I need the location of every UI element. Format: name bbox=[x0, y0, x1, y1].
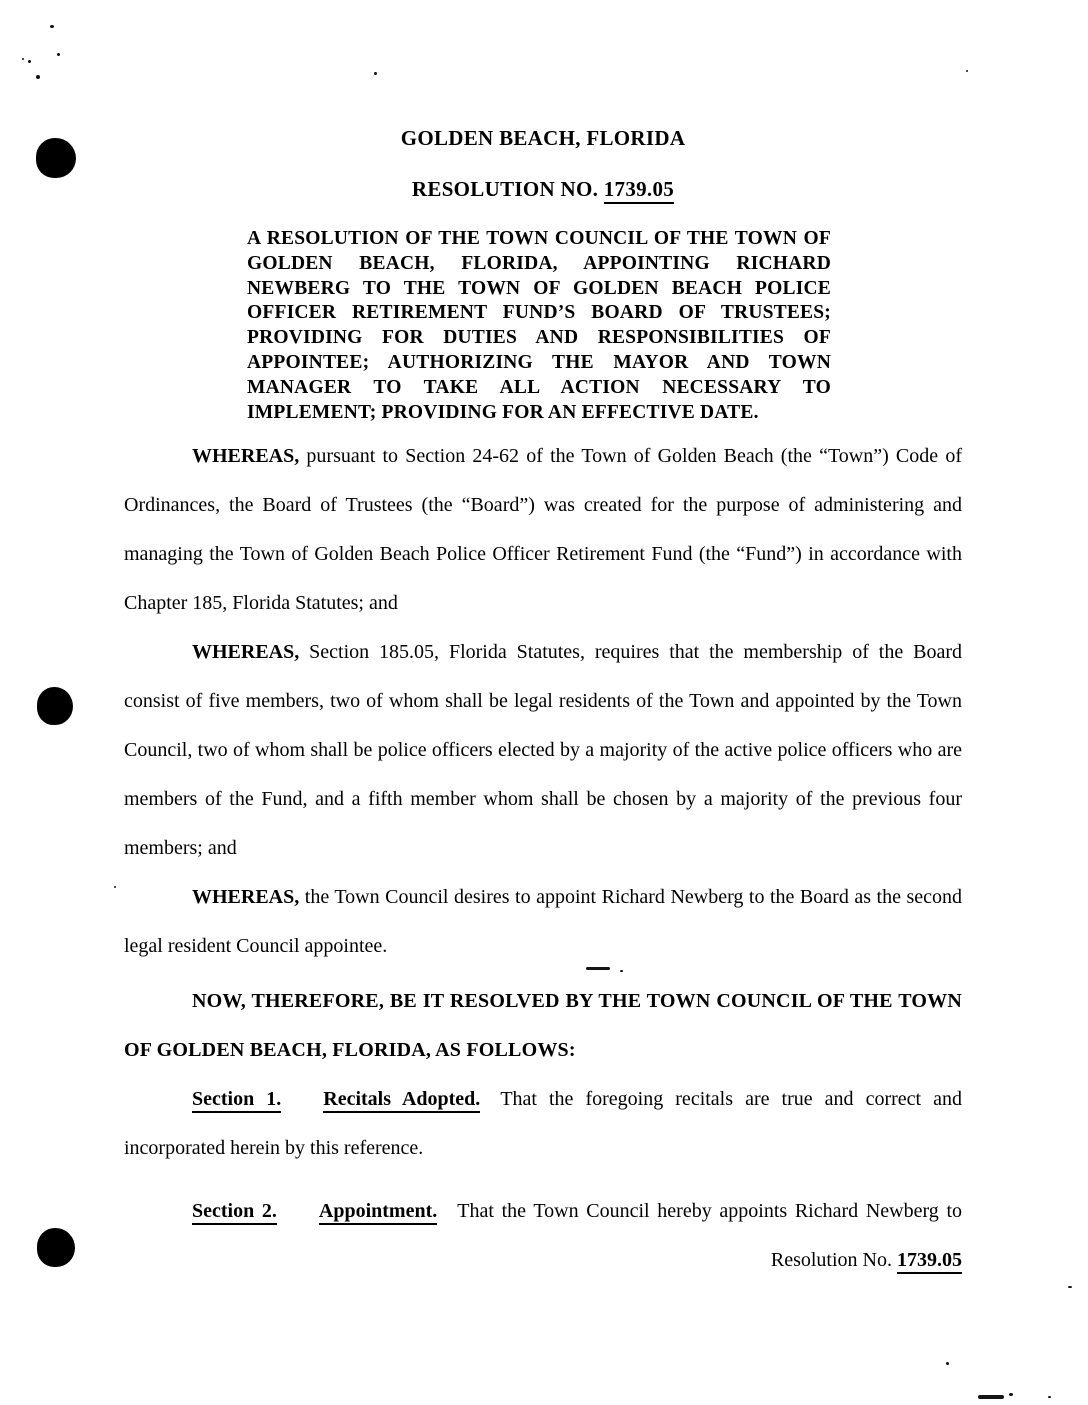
hole-punch-mark bbox=[37, 687, 73, 725]
footer-label: Resolution No. bbox=[770, 1249, 897, 1272]
scan-speckle bbox=[374, 72, 377, 75]
section-number: Section 2. bbox=[192, 1200, 277, 1225]
scan-speckle bbox=[946, 1362, 949, 1365]
section-2-paragraph bbox=[124, 1187, 962, 1236]
scan-speckle bbox=[57, 53, 60, 56]
whereas-lead: WHEREAS, bbox=[192, 641, 300, 664]
hole-punch-mark bbox=[37, 1228, 75, 1267]
section-number: Section 1. bbox=[192, 1088, 281, 1113]
scan-speckle bbox=[50, 25, 54, 28]
scan-speckle bbox=[36, 75, 40, 79]
hole-punch-mark bbox=[36, 138, 76, 178]
document-title: GOLDEN BEACH, FLORIDA bbox=[400, 126, 686, 150]
resolution-number: 1739.05 bbox=[604, 177, 674, 204]
whereas-text: pursuant to Section 24-62 of the Town of Golden Beach (the “Town”) Code of Ordinances, the Board of Trustees (the “Board”) was created for the purpose of administering and managing the Town of Golden Beach Police Officer Retirement Fund (the “Fund”) in accordance with Chapter 185, Florida Statutes; and bbox=[124, 445, 962, 615]
scan-speckle bbox=[1068, 1286, 1072, 1288]
scan-speckle bbox=[114, 886, 116, 888]
scan-speckle bbox=[28, 60, 31, 63]
scan-speckle bbox=[1009, 1393, 1013, 1396]
section-text: That the Town Council hereby appoints Richard Newberg to bbox=[457, 1200, 963, 1223]
section-1-paragraph bbox=[124, 1075, 962, 1173]
section-title: Appointment. bbox=[319, 1200, 437, 1225]
document-content bbox=[124, 126, 962, 1285]
whereas-text: the Town Council desires to appoint Richard Newberg to the Board as the second legal resident Council appointee. bbox=[124, 886, 962, 958]
whereas-text: Section 185.05, Florida Statutes, requires that the membership of the Board consist of five members, two of whom shall be legal residents of the Town and appointed by the Town Council, two of whom shall be police officers elected by a majority of the active police officers who are members of the Fund, and a fifth member whom shall be chosen by a majority of the previous four members; and bbox=[124, 641, 962, 860]
footer-resolution-number: 1739.05 bbox=[897, 1249, 962, 1274]
section-title: Recitals Adopted. bbox=[323, 1088, 480, 1113]
whereas-lead: WHEREAS, bbox=[192, 445, 300, 468]
scan-speckle bbox=[22, 58, 24, 60]
whereas-lead: WHEREAS, bbox=[192, 886, 300, 909]
resolved-clause: NOW, THEREFORE, BE IT RESOLVED BY THE TOWN COUNCIL OF THE TOWN OF GOLDEN BEACH, FLORIDA, AS FOLLOWS: bbox=[124, 990, 962, 1062]
section-text: That the foregoing recitals are true and correct and incorporated herein by this reference. bbox=[124, 1088, 963, 1160]
scan-speckle bbox=[1048, 1396, 1051, 1398]
whereas-paragraph-1 bbox=[124, 432, 962, 628]
scan-dash-mark bbox=[978, 1395, 1004, 1399]
whereas-paragraph-3 bbox=[124, 873, 962, 971]
resolution-heading-prefix: RESOLUTION NO. bbox=[411, 177, 604, 201]
page-footer bbox=[124, 1236, 962, 1285]
whereas-paragraph-2 bbox=[124, 628, 962, 873]
resolution-number-heading bbox=[124, 177, 962, 201]
resolution-summary: A RESOLUTION OF THE TOWN COUNCIL OF THE TOWN OF GOLDEN BEACH, FLORIDA, APPOINTING RICHARD NEWBERG TO THE TOWN OF GOLDEN BEACH POLICE OFFICER RETIREMENT FUND’S BOARD OF TRUSTEES; PROVIDING FOR DUTIES AND RESPONSIBILITIES OF APPOINTEE; AUTHORIZING THE MAYOR AND TOWN MANAGER TO TAKE ALL ACTION NECESSARY TO IMPLEMENT; PROVIDING FOR AN EFFECTIVE DATE. bbox=[247, 228, 831, 423]
scan-speckle bbox=[966, 70, 968, 72]
